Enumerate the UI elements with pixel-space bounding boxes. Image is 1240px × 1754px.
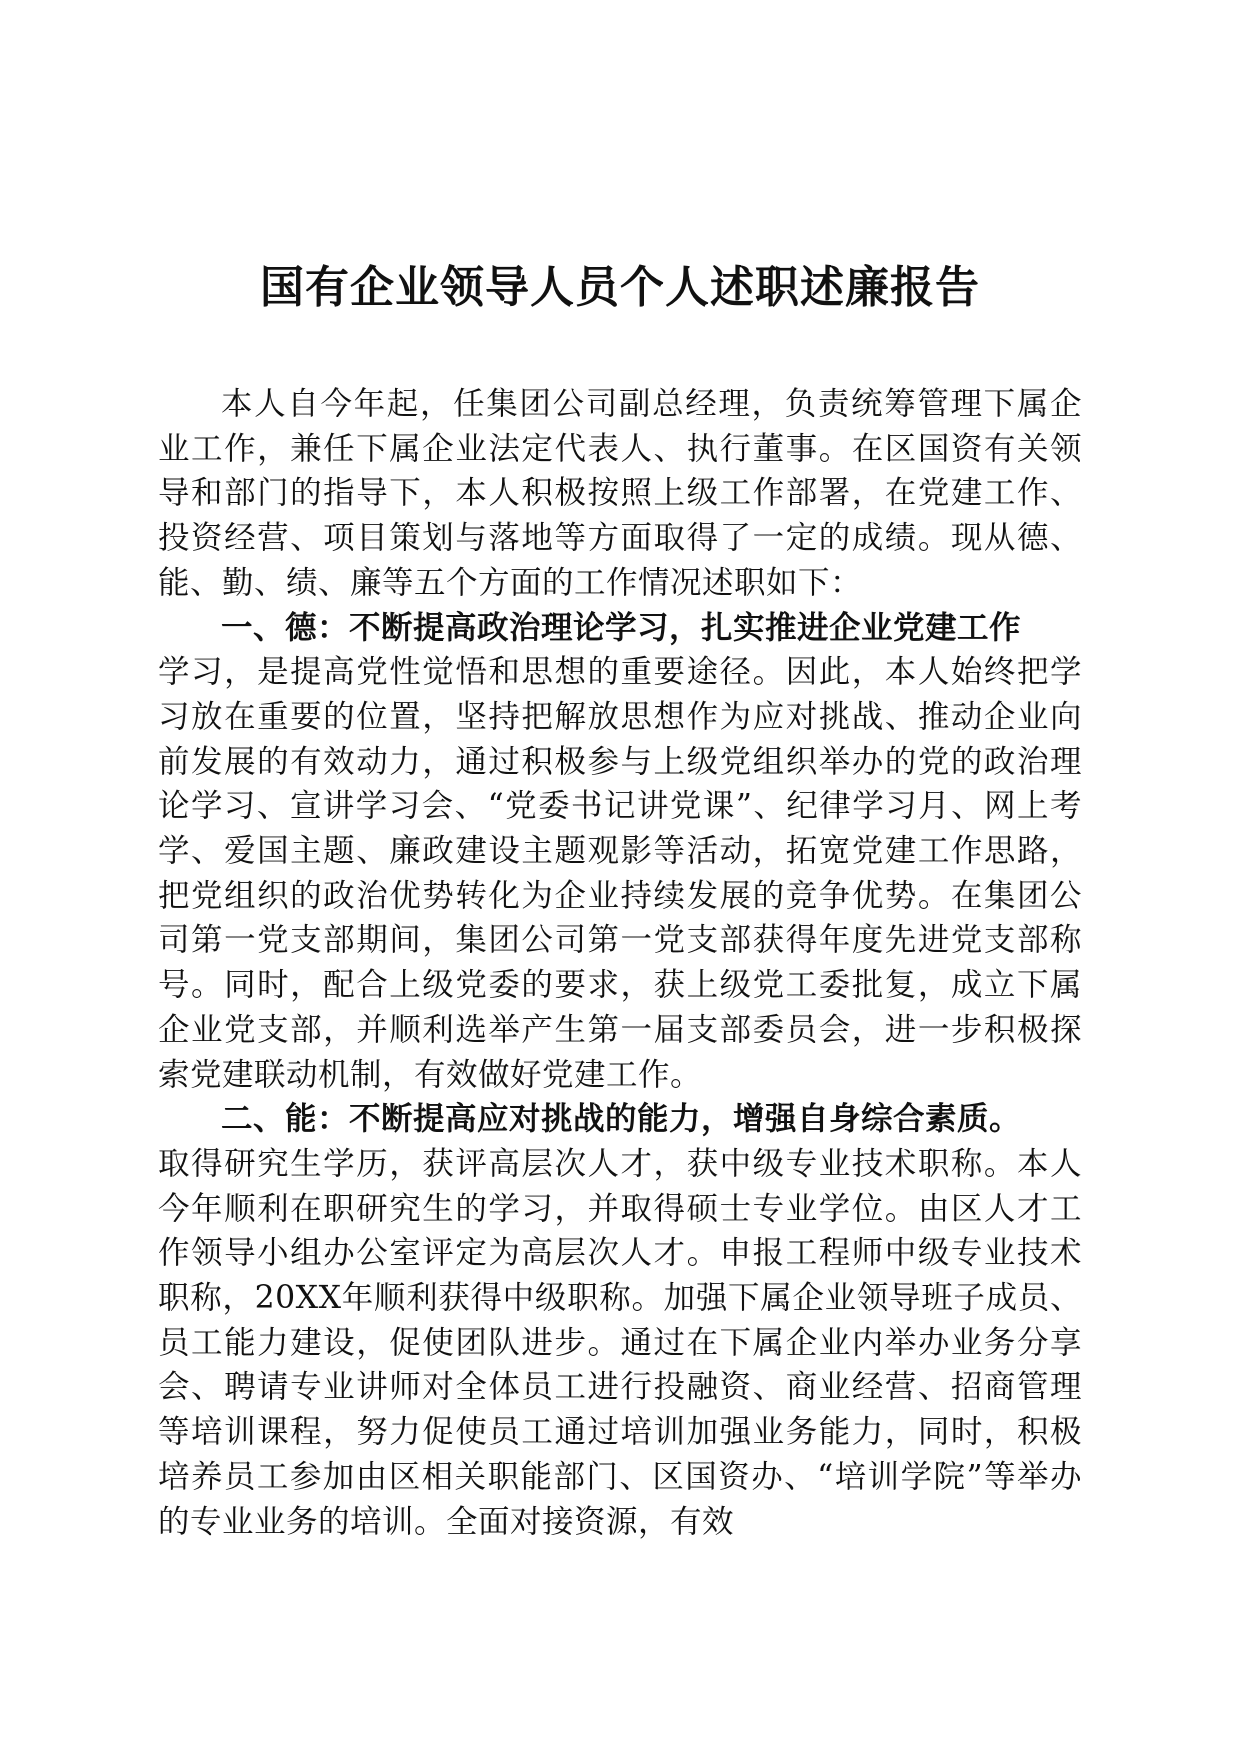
document-body <box>158 382 1082 1544</box>
section-1-heading: 一、德：不断提高政治理论学习，扎实推进企业党建工作 <box>221 608 1022 646</box>
intro-paragraph: 本人自今年起，任集团公司副总经理，负责统筹管理下属企业工作，兼任下属企业法定代表人、执行董事。在区国资有关领导和部门的指导下，本人积极按照上级工作部署，在党建工作、投资经营、项目策划与落地等方面取得了一定的成绩。现从德、能、勤、绩、廉等五个方面的工作情况述职如下： <box>158 386 1082 601</box>
document-title: 国有企业领导人员个人述职述廉报告 <box>260 262 980 313</box>
section-1-body: 学习，是提高党性觉悟和思想的重要途径。因此，本人始终把学习放在重要的位置，坚持把解放思想作为应对挑战、推动企业向前发展的有效动力，通过积极参与上级党组织举办的党的政治理论学习、宣讲学习会、“党委书记讲党课”、纪律学习月、网上考学、爱国主题、廉政建设主题观影等活动，拓宽党建工作思路，把党组织的政治优势转化为企业持续发展的竞争优势。在集团公司第一党支部期间，集团公司第一党支部获得年度先进党支部称号。同时，配合上级党委的要求，获上级党工委批复，成立下属企业党支部，并顺利选举产生第一届支部委员会，进一步积极探索党建联动机制，有效做好党建工作。 <box>158 654 1082 1093</box>
section-2-body: 取得研究生学历，获评高层次人才，获中级专业技术职称。本人今年顺利在职研究生的学习，并取得硕士专业学位。由区人才工作领导小组办公室评定为高层次人才。申报工程师中级专业技术职称，20XX年顺利获得中级职称。加强下属企业领导班子成员、员工能力建设，促使团队进步。通过在下属企业内举办业务分享会、聘请专业讲师对全体员工进行投融资、商业经营、招商管理等培训课程，努力促使员工通过培训加强业务能力，同时，积极培养员工参加由区相关职能部门、区国资办、“培训学院”等举办的专业业务的培训。全面对接资源，有效 <box>158 1145 1082 1540</box>
section-2-heading: 二、能：不断提高应对挑战的能力，增强自身综合素质。 <box>221 1100 1022 1138</box>
